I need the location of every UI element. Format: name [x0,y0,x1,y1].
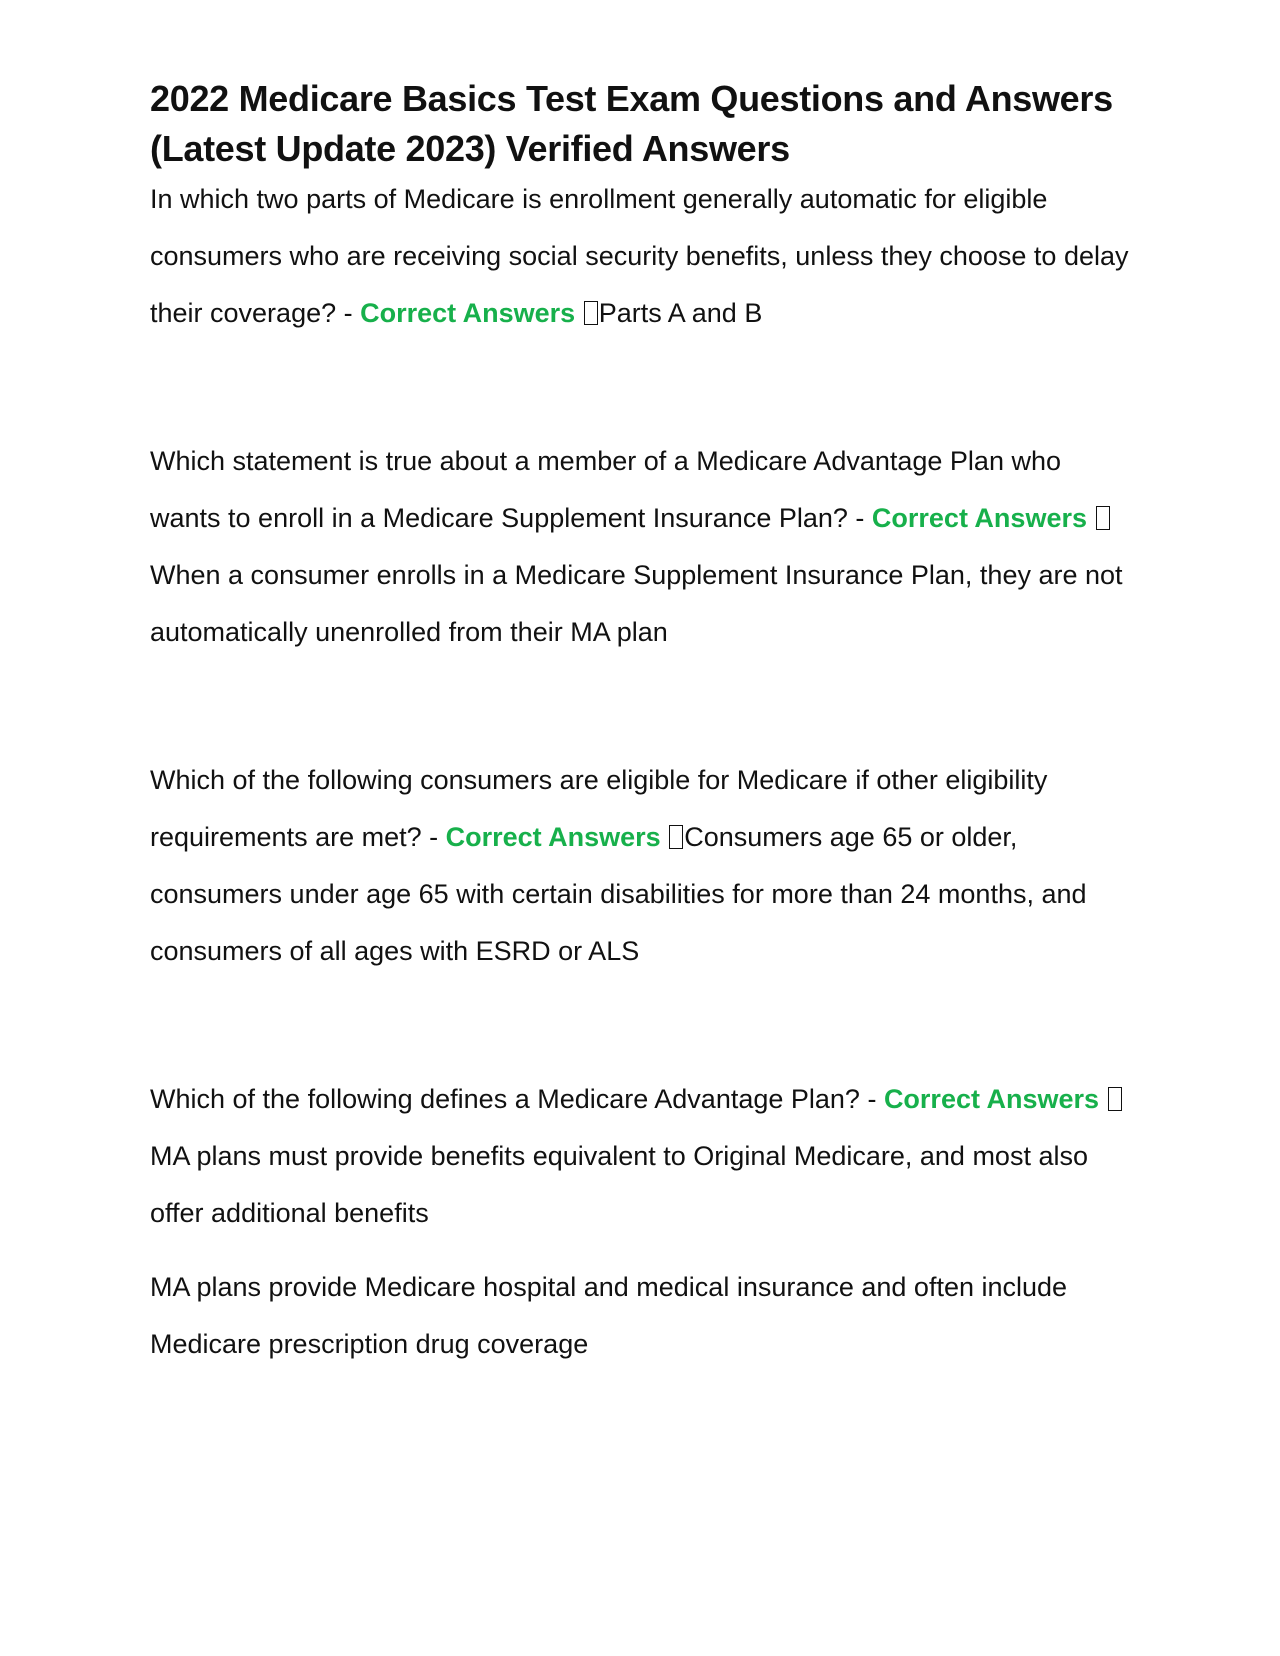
missing-glyph-box-icon [1096,506,1110,530]
separator: - [847,503,872,533]
document-page [150,74,1135,1373]
correct-answers-label: Correct Answers [883,1084,1100,1114]
answer-text: When a consumer enrolls in a Medicare Supplement Insurance Plan, they are not automatically unenrolled from their MA plan [150,560,1123,647]
answer-text: MA plans must provide benefits equivalent to Original Medicare, and most also offer additional benefits [150,1141,1088,1228]
qa-item-4-extra: MA plans provide Medicare hospital and medical insurance and often include Medicare prescription drug coverage [150,1272,1068,1359]
question-text: In which two parts of Medicare is enrollment generally automatic for eligible consumers who are receiving social security benefits, unless they choose to delay their coverage? [150,184,1129,328]
missing-glyph-box-icon [669,825,683,849]
answer-text: Consumers age 65 or older, consumers under age 65 with certain disabilities for more than 24 months, and consumers of all ages with ESRD or ALS [150,822,1087,966]
question-text: Which of the following defines a Medicare Advantage Plan? [150,1084,860,1114]
separator: - [336,298,361,328]
correct-answers-label: Correct Answers [871,503,1087,533]
qa-item-3 [150,752,1135,980]
qa-item-1 [150,171,1135,342]
missing-glyph-box-icon [1108,1087,1122,1111]
qa-item-4 [150,1071,1135,1242]
question-text: Which of the following consumers are eligible for Medicare if other eligibility requirements are met? [150,765,1048,852]
correct-answers-label: Correct Answers [445,822,661,852]
correct-answers-label: Correct Answers [360,298,576,328]
question-text: Which statement is true about a member of a Medicare Advantage Plan who wants to enroll in a Medicare Supplement Insurance Plan? [150,446,1061,533]
separator: - [421,822,446,852]
document-title: 2022 Medicare Basics Test Exam Questions and Answers (Latest Update 2023) Verified Answers [150,78,1113,169]
missing-glyph-box-icon [584,301,598,325]
separator: - [859,1084,884,1114]
qa-item-2 [150,433,1135,661]
answer-text: Parts A and B [598,298,763,328]
